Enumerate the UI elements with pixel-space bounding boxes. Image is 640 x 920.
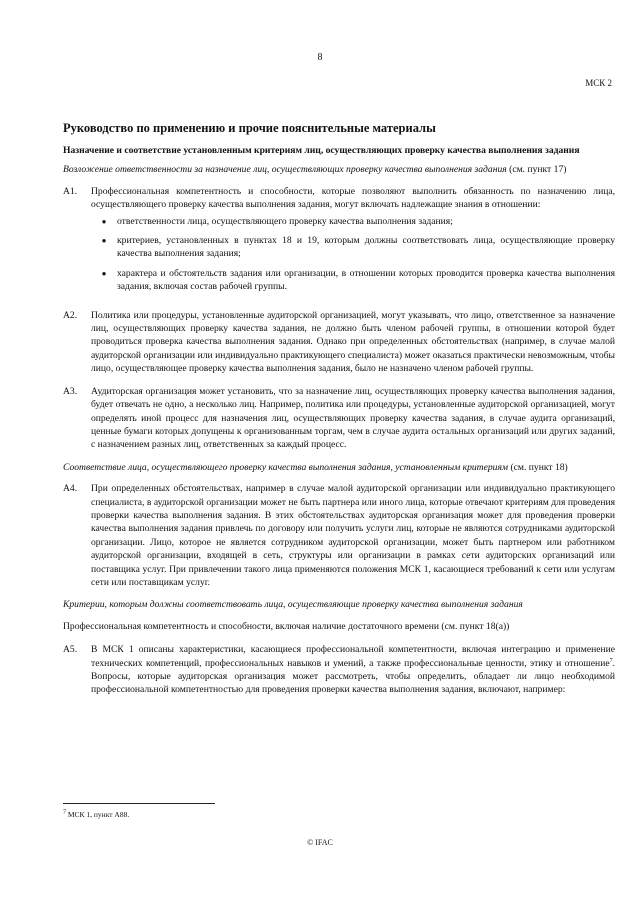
section-heading-ref: (см. пункт 17)	[506, 164, 567, 176]
paragraph-a4	[63, 482, 615, 589]
section-heading-eligibility	[63, 461, 615, 474]
paragraph-text-part: В МСК 1 описаны характеристики, касающиеся профессиональной компетентности, включая интеграцию и применение технических компетенций, профессиональных навыков и умений, а также профессиональные ценности, этику и отношение	[91, 644, 615, 669]
list-item	[91, 234, 615, 261]
paragraph-text-part: . Вопросы, которые аудиторская организация может рассмотреть, чтобы определить, обладает ли лицо необходимой профессиональной компетентностью для проведения проверки качества выполнения задания, включают, например:	[91, 657, 615, 696]
section-heading-criteria	[63, 598, 615, 611]
footnote-mark: 7	[63, 809, 66, 816]
list-item-text: критериев, установленных в пунктах 18 и 19, которым должны соответствовать лица, осуществляющие проверку качества выполнения задания;	[117, 235, 615, 260]
section-heading-competence: Профессиональная компетентность и способности, включая наличие достаточного времени (см. пункт 18(а))	[63, 620, 510, 632]
paragraph-text: Профессиональная компетентность и способности, которые позволяют выполнить обязанность по назначению лица, осуществляющего проверку качества выполнения задания, могут включать надлежащие знания в отношении:	[91, 185, 615, 211]
page-title: Руководство по применению и прочие пояснительные материалы	[63, 121, 436, 135]
paragraph-number: A1.	[63, 185, 78, 197]
footnote-reference: 7	[609, 657, 613, 664]
list-item	[91, 215, 615, 228]
paragraph-a3	[63, 385, 615, 452]
footnote	[63, 810, 129, 819]
bullet-list	[91, 215, 615, 294]
bullet-icon: ●	[101, 216, 107, 226]
section-heading-responsibility	[63, 163, 615, 176]
bullet-icon: ●	[101, 236, 107, 246]
footnote-divider	[63, 803, 215, 804]
paragraph-number: A5.	[63, 644, 78, 656]
paragraph-a1	[63, 185, 615, 300]
paragraph-a2	[63, 309, 615, 376]
page-footer: © IFAC	[307, 838, 333, 847]
bullet-icon: ●	[101, 268, 107, 278]
main-content	[63, 120, 615, 706]
section-heading-ref: (см. пункт 18)	[508, 461, 568, 473]
paragraph-text: Политика или процедуры, установленные аудиторской организацией, могут указывать, что лицо, ответственное за назначение лиц, осуществляющих проверку качества задания, не должно быть членом рабочей группы, в отношении которой будет проводиться проверка качества выполнения задания. Однако при определенных обстоятельствах (например, в случае малой аудиторской организации или индивидуально практикующего специалиста) может оказаться практически невозможным, чтобы лицо, осуществляющее проверку качества выполнения задания, было не назначено членом рабочей группы.	[91, 309, 615, 375]
paragraph-number: A3.	[63, 385, 78, 397]
section-heading-italic: Возложение ответственности за назначение лиц, осуществляющих проверку качества выполнения задания	[63, 164, 507, 176]
section-subtitle: Назначение и соответствие установленным критериям лиц, осуществляющих проверку качества выполнения задания	[63, 145, 580, 156]
page-number: 8	[317, 52, 323, 63]
list-item	[91, 267, 615, 294]
paragraph-text: Аудиторская организация может установить, что за назначение лиц, осуществляющих проверку качества выполнения задания, будет отвечать не одно, а несколько лиц. Например, политика или процедуры, установленные аудиторской организацией, могут определять иной процесс для назначения лиц, осуществляющих проверку качества задания, в случае аудита организаций, ценные бумаги которых допущены к организованным торгам, чем в случае аудита остальных организаций или других заданий, с назначением разных лиц, ответственных за каждый процесс.	[91, 385, 615, 451]
list-item-text: ответственности лица, осуществляющего проверку качества выполнения задания;	[117, 215, 453, 227]
section-heading-italic: Критерии, которым должны соответствовать лица, осуществляющие проверку качества выполнения задания	[63, 599, 523, 611]
section-heading-italic: Соответствие лица, осуществляющего проверку качества выполнения задания, установленным критериям	[63, 461, 509, 473]
paragraph-text: При определенных обстоятельствах, например в случае малой аудиторской организации или индивидуально практикующего специалиста, в аудиторской организации может не быть партнера или иного лица, которые отвечают критериям для проведения проверки качества выполнения задания. В этих обстоятельствах аудиторская организация может для проведения проверки качества выполнения задания привлечь по договору или получить услуги лиц, которые не являются сотрудниками аудиторской организации. Лицо, которое не является сотрудником аудиторской организации, может быть партнером или работником аудиторской организации, входящей в сеть, структуры или организации в рамках сети аудиторских организаций или поставщика услуг. При привлечении такого лица применяются положения МСК 1, касающиеся требований к сети или услугам сети или поставщикам услуг.	[91, 483, 615, 588]
paragraph-text	[91, 643, 615, 697]
paragraph-a5	[63, 643, 615, 697]
paragraph-number: A4.	[63, 483, 78, 495]
paragraph-number: A2.	[63, 309, 78, 321]
document-code: МСК 2	[585, 78, 612, 88]
footnote-text: МСК 1, пункт А88.	[66, 810, 130, 819]
list-item-text: характера и обстоятельств задания или организации, в отношении которых проводится проверка качества выполнения задания, включая состав рабочей группы.	[117, 267, 615, 293]
